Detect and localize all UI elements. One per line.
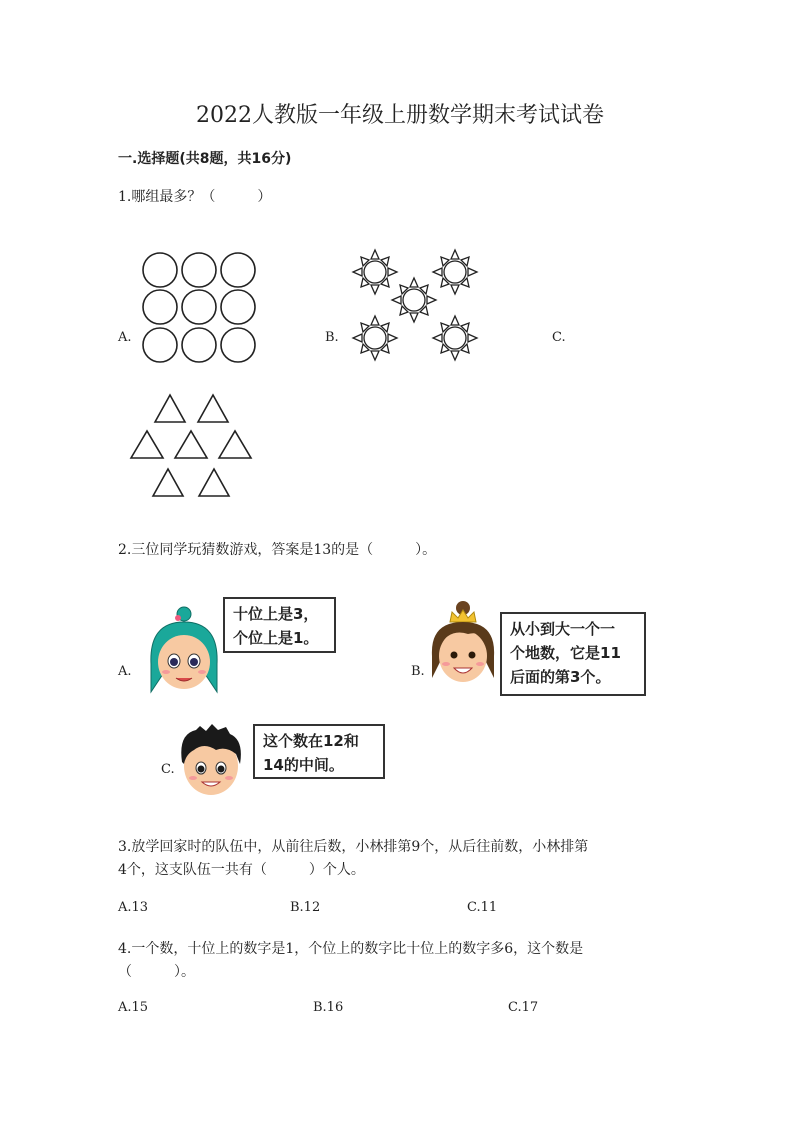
bubble-c-line-1: 这个数在12和 — [263, 732, 359, 750]
bubble-b-line-2: 个地数，它是11 — [510, 644, 621, 662]
bubble-b-line-1: 从小到大一个一 — [510, 620, 616, 638]
question-3-line-2: 4个，这支队伍一共有（ ）个人。 — [118, 862, 365, 878]
q2-option-b-label: B. — [411, 664, 425, 679]
page-title: 2022人教版一年级上册数学期末考试试卷 — [196, 103, 604, 128]
q2-speech-bubble-a — [223, 597, 336, 653]
q1-circles-figure — [140, 250, 260, 366]
q3-option-a: A.13 — [118, 900, 149, 915]
section-heading: 一.选择题(共8题，共16分) — [118, 151, 292, 167]
q3-option-b: B.12 — [290, 900, 321, 915]
q1-suns-figure — [348, 245, 484, 365]
q1-triangles-figure — [128, 392, 256, 500]
q4-option-b: B.16 — [313, 1000, 344, 1015]
q4-option-a: A.15 — [118, 1000, 149, 1015]
bubble-a-line-2: 个位上是1。 — [233, 629, 319, 647]
q1-option-b-label: B. — [325, 330, 339, 345]
boy-avatar — [176, 724, 246, 800]
girl-avatar-crown — [428, 600, 498, 692]
question-1-text: 1.哪组最多？（ ） — [118, 189, 272, 205]
q2-speech-bubble-c — [253, 724, 385, 779]
q2-option-a-label: A. — [118, 664, 132, 679]
girl-avatar-teal — [145, 604, 223, 698]
q2-speech-bubble-b — [500, 612, 646, 696]
q4-option-c: C.17 — [508, 1000, 539, 1015]
q1-option-a-label: A. — [118, 330, 132, 345]
question-4-line-2: （ ）。 — [118, 964, 195, 980]
bubble-c-line-2: 14的中间。 — [263, 756, 344, 774]
q1-option-c-label: C. — [552, 330, 566, 345]
q3-option-c: C.11 — [467, 900, 498, 915]
question-4-line-1: 4.一个数，十位上的数字是1，个位上的数字比十位上的数字多6，这个数是 — [118, 941, 584, 957]
question-2-text: 2.三位同学玩猜数游戏，答案是13的是（ ）。 — [118, 542, 437, 558]
bubble-a-line-1: 十位上是3， — [233, 605, 319, 623]
q2-option-c-label: C. — [161, 762, 175, 777]
bubble-b-line-3: 后面的第3个。 — [510, 668, 611, 686]
question-3-line-1: 3.放学回家时的队伍中，从前往后数，小林排第9个，从后往前数，小林排第 — [118, 839, 589, 855]
